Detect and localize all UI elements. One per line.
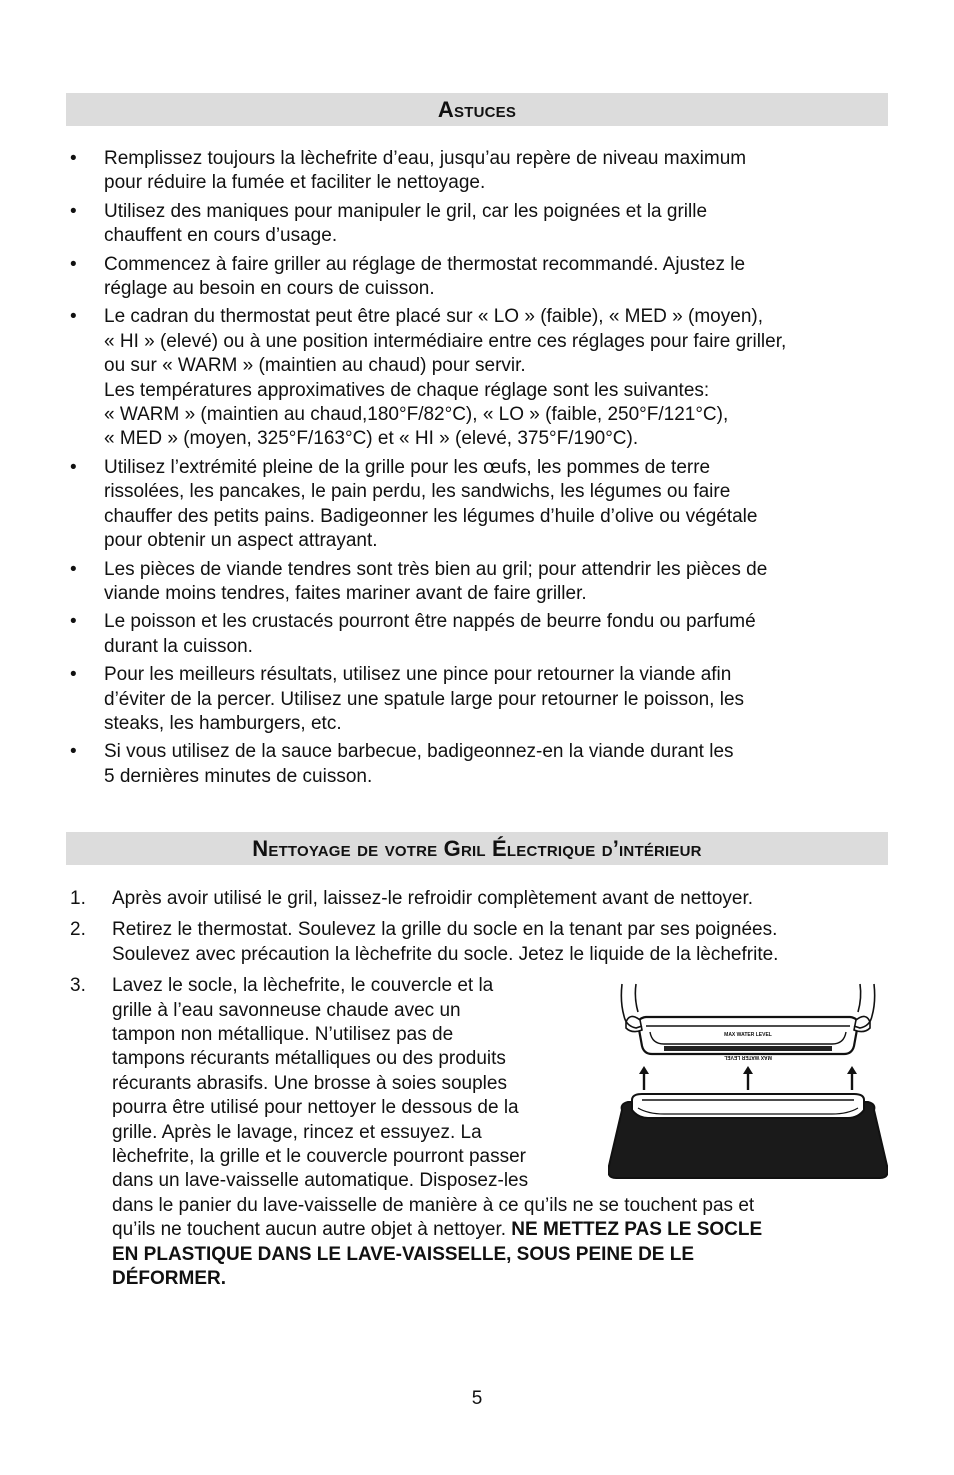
warning-line: DÉFORMER. xyxy=(112,1268,226,1290)
step-number: 1. xyxy=(70,888,86,909)
tip-line: Utilisez des maniques pour manipuler le gril, car les poignées et la grille xyxy=(104,200,708,222)
tip-line: Si vous utilisez de la sauce barbecue, badigeonnez-en la viande durant les xyxy=(104,741,734,763)
step-line: tampons récurants métalliques ou des produits xyxy=(112,1048,506,1070)
tip-line: Commencez à faire griller au réglage de thermostat recommandé. Ajustez le xyxy=(104,253,746,275)
section-title: Astuces xyxy=(437,97,517,122)
section-header-astuces xyxy=(66,93,888,126)
tips-list xyxy=(66,147,896,793)
step-item xyxy=(66,887,896,911)
tip-line: « HI » (elevé) ou à une position intermédiaire entre ces réglages pour faire griller, xyxy=(104,330,787,352)
tip-line: « MED » (moyen, 325°F/163°C) et « HI » (elevé, 375°F/190°C). xyxy=(104,428,639,450)
tip-line: Remplissez toujours la lèchefrite d’eau, jusqu’au repère de niveau maximum xyxy=(104,148,747,169)
tip-line: rissolées, les pancakes, le pain perdu, les sandwichs, les légumes ou faire xyxy=(104,481,731,503)
step-line: Soulevez avec précaution la lèchefrite du socle. Jetez le liquide de la lèchefrite. xyxy=(112,943,779,965)
tip-line: chauffer des petits pains. Badigeonner les légumes d’huile d’olive ou végétale xyxy=(104,505,758,527)
tip-line: Les pièces de viande tendres sont très bien au gril; pour attendrir les pièces de xyxy=(104,558,768,580)
step-number: 3. xyxy=(70,975,86,997)
bullet: • xyxy=(70,200,77,222)
bullet: • xyxy=(70,306,77,328)
step-line: grille. Après le lavage, rincez et essuyez. La xyxy=(112,1121,482,1143)
step-line: Après avoir utilisé le gril, laissez-le refroidir complètement avant de nettoyer. xyxy=(112,888,754,909)
tip-item xyxy=(66,558,896,607)
tip-line: réglage au besoin en cours de cuisson. xyxy=(104,278,435,300)
tip-line: Pour les meilleurs résultats, utilisez une pince pour retourner la viande afin xyxy=(104,664,732,686)
warning-line: EN PLASTIQUE DANS LE LAVE-VAISSELLE, SOUS PEINE DE LE xyxy=(112,1243,695,1265)
tip-line: pour obtenir un aspect attrayant. xyxy=(104,530,378,552)
max-water-level-label: MAX WATER LEVEL xyxy=(724,1054,772,1060)
tip-line: d’éviter de la percer. Utilisez une spatule large pour retourner le poisson, les xyxy=(104,688,745,710)
tip-item xyxy=(66,663,896,736)
tip-line: Les températures approximatives de chaque réglage sont les suivantes: xyxy=(104,379,710,401)
bullet: • xyxy=(70,253,77,275)
drip-tray-illustration xyxy=(626,1016,870,1060)
tip-line: 5 dernières minutes de cuisson. xyxy=(104,765,373,787)
tip-line: Utilisez l’extrémité pleine de la grille pour les œufs, les pommes de terre xyxy=(104,456,711,478)
tip-item xyxy=(66,456,896,554)
bullet: • xyxy=(70,664,77,686)
grill-base-illustration xyxy=(608,1094,888,1178)
tip-line: ou sur « WARM » (maintien au chaud) pour servir. xyxy=(104,355,526,377)
step-text: qu’ils ne touchent aucun autre objet à nettoyer. xyxy=(112,1219,512,1241)
max-water-level-label: MAX WATER LEVEL xyxy=(724,1032,772,1038)
tip-item xyxy=(66,147,896,196)
tip-item xyxy=(66,740,896,789)
tip-line: « WARM » (maintien au chaud,180°F/82°C), « LO » (faible, 250°F/121°C), xyxy=(104,404,729,426)
step-number: 2. xyxy=(70,919,86,941)
tip-line: viande moins tendres, faites mariner avant de faire griller. xyxy=(104,582,587,604)
step-line: Lavez le socle, la lèchefrite, le couvercle et la xyxy=(112,975,494,997)
bullet: • xyxy=(70,741,77,763)
tip-item xyxy=(66,253,896,302)
section-header-nettoyage xyxy=(66,832,888,865)
page-number: 5 xyxy=(471,1388,483,1409)
bullet: • xyxy=(70,456,77,478)
step-line: tampon non métallique. N’utilisez pas de xyxy=(112,1024,454,1046)
bullet: • xyxy=(70,611,77,633)
tip-line: Le poisson et les crustacés pourront être nappés de beurre fondu ou parfumé xyxy=(104,611,756,633)
step-line: lèchefrite, la grille et le couvercle pourront passer xyxy=(112,1146,526,1168)
step-item xyxy=(66,918,896,967)
step-line: dans un lave-vaisselle automatique. Disposez-les xyxy=(112,1170,529,1192)
tip-item xyxy=(66,610,896,659)
step-line: Retirez le thermostat. Soulevez la grille du socle en la tenant par ses poignées. xyxy=(112,919,778,941)
tip-line: Le cadran du thermostat peut être placé sur « LO » (faible), « MED » (moyen), xyxy=(104,306,763,328)
step-line xyxy=(112,1218,896,1242)
lift-arrows xyxy=(639,1066,857,1090)
tip-item xyxy=(66,305,896,451)
warning-text: NE METTEZ PAS LE SOCLE xyxy=(511,1219,763,1241)
tip-item xyxy=(66,200,896,249)
bullet: • xyxy=(70,558,77,580)
grill-disassembly-illustration xyxy=(608,982,888,1182)
section-title: Nettoyage de votre Gril Électrique d’intérieur xyxy=(252,836,702,861)
tip-line: chauffent en cours d’usage. xyxy=(104,225,338,247)
step-line: grille à l’eau savonneuse chaude avec un xyxy=(112,999,461,1021)
tip-line: pour réduire la fumée et faciliter le nettoyage. xyxy=(104,172,486,194)
tip-line: steaks, les hamburgers, etc. xyxy=(104,712,342,734)
tip-line: durant la cuisson. xyxy=(104,635,253,657)
step-line: récurants abrasifs. Une brosse à soies souples xyxy=(112,1072,507,1094)
step-line: dans le panier du lave-vaisselle de manière à ce qu’ils ne se touchent pas et xyxy=(112,1194,755,1216)
bullet: • xyxy=(70,148,77,169)
step-line: pourra être utilisé pour nettoyer le dessous de la xyxy=(112,1097,519,1119)
